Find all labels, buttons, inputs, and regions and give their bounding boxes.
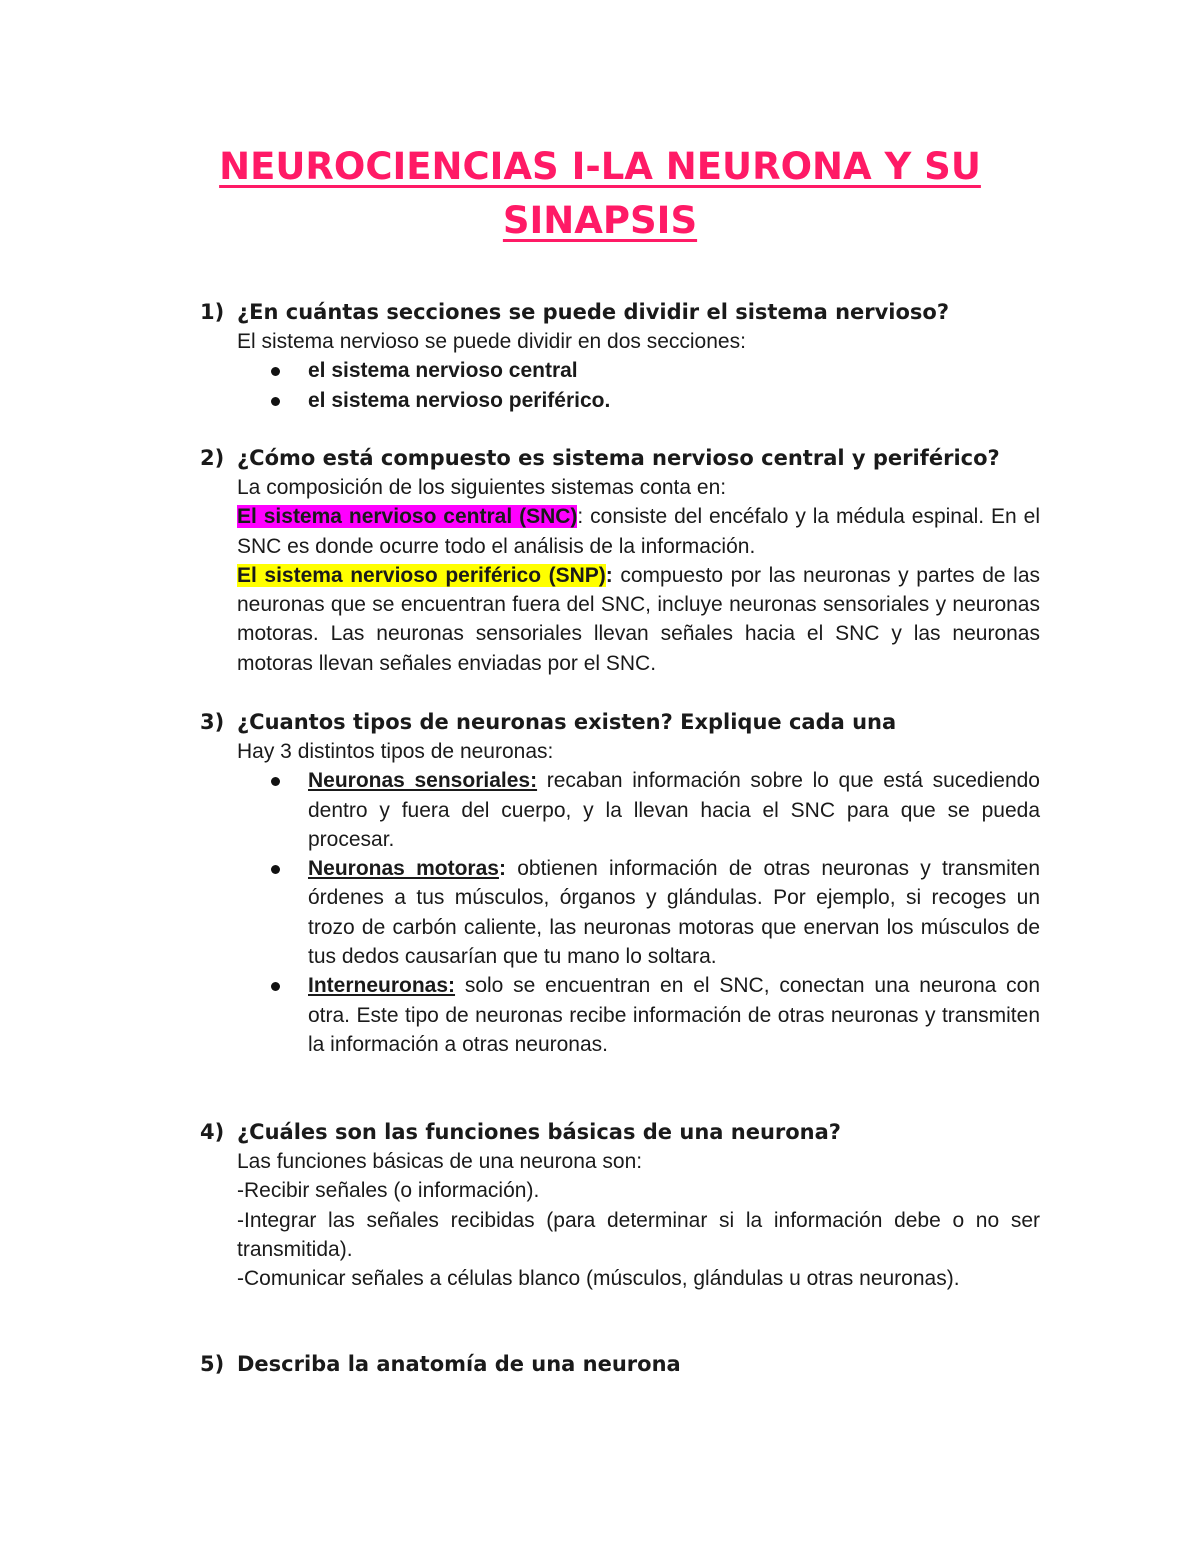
list-item xyxy=(237,356,1040,385)
question-3 xyxy=(200,708,1040,1059)
question-1-heading xyxy=(200,298,1040,327)
term-description: obtienen información de otras neuronas y transmiten órdenes a tus músculos, órganos y glándulas. Por ejemplo, si recoges un trozo de carbón caliente, las neuronas motoras que enervan los músculos de tus dedos causarían que tu mano lo soltara. xyxy=(308,857,1040,969)
answer-3 xyxy=(237,737,1040,1059)
question-number: 2) xyxy=(200,446,225,470)
list-item-text: el sistema nervioso periférico. xyxy=(308,388,611,412)
question-4-heading xyxy=(200,1118,1040,1147)
answer-intro: El sistema nervioso se puede dividir en dos secciones: xyxy=(237,330,746,353)
question-2-heading xyxy=(200,444,1040,473)
list-item xyxy=(237,854,1040,971)
bullet-icon xyxy=(271,777,280,786)
answer-1 xyxy=(237,327,1040,415)
answer-intro: Hay 3 distintos tipos de neuronas: xyxy=(237,740,554,763)
question-2 xyxy=(200,444,1040,678)
answer-line: -Recibir señales (o información). xyxy=(237,1179,540,1203)
question-5 xyxy=(200,1350,1040,1379)
snc-text: : consiste del encéfalo y la médula espinal. En el SNC es donde ocurre todo el análisis de la información. xyxy=(237,505,1040,558)
term-description: recaban información sobre lo que está sucediendo dentro y fuera del cuerpo, y la llevan hacia el SNC para que se pueda procesar. xyxy=(308,769,1040,851)
list-item xyxy=(237,386,1040,415)
answer-2 xyxy=(237,473,1040,678)
list-item xyxy=(237,766,1040,854)
term-label: Neuronas sensoriales: xyxy=(308,769,538,793)
question-4 xyxy=(200,1118,1040,1293)
term-label: Neuronas motoras xyxy=(308,857,499,881)
term-label: Interneuronas: xyxy=(308,974,456,998)
question-text: ¿Cuantos tipos de neuronas existen? Explique cada una xyxy=(237,710,897,734)
snp-paragraph xyxy=(237,561,1040,678)
question-number: 1) xyxy=(200,300,225,324)
question-number: 5) xyxy=(200,1352,225,1376)
question-3-heading xyxy=(200,708,1040,737)
snp-highlight: El sistema nervioso periférico (SNP) xyxy=(237,563,606,587)
question-1 xyxy=(200,298,1040,415)
term-description: solo se encuentran en el SNC, conectan una neurona con otra. Este tipo de neuronas recibe información de otras neuronas y transmiten la información a otras neuronas. xyxy=(308,974,1040,1056)
answer-4 xyxy=(237,1147,1040,1293)
bullet-icon xyxy=(271,982,280,991)
question-text: ¿Cómo está compuesto es sistema nervioso central y periférico? xyxy=(237,446,1000,470)
snc-paragraph xyxy=(237,502,1040,561)
question-number: 3) xyxy=(200,710,225,734)
question-text: ¿En cuántas secciones se puede dividir el sistema nervioso? xyxy=(237,300,950,324)
snp-text: compuesto por las neuronas y partes de las neuronas que se encuentran fuera del SNC, incluye neuronas sensoriales y neuronas motoras. Las neuronas sensoriales llevan señales hacia el SNC y las neuronas motoras llevan señales enviadas por el SNC. xyxy=(237,563,1040,675)
answer-line: Las funciones básicas de una neurona son: xyxy=(237,1150,643,1173)
bullet-icon xyxy=(271,865,280,874)
list-item xyxy=(237,971,1040,1059)
answer-line: -Integrar las señales recibidas (para determinar si la información debe o no ser transmitida). xyxy=(237,1208,1040,1261)
page-title: NEUROCIENCIAS I-LA NEURONA Y SU SINAPSIS xyxy=(219,145,981,242)
question-number: 4) xyxy=(200,1120,225,1144)
question-text: ¿Cuáles son las funciones básicas de una neurona? xyxy=(237,1120,841,1144)
list-item-text: el sistema nervioso central xyxy=(308,359,578,383)
snc-highlight: El sistema nervioso central (SNC) xyxy=(237,505,578,529)
bullet-icon xyxy=(271,367,280,376)
answer-line: -Comunicar señales a células blanco (músculos, glándulas u otras neuronas). xyxy=(237,1267,960,1291)
question-text: Describa la anatomía de una neurona xyxy=(237,1352,681,1376)
bullet-icon xyxy=(271,397,280,406)
snp-colon: : xyxy=(605,563,613,587)
question-5-heading xyxy=(200,1350,1040,1379)
term-colon: : xyxy=(498,857,506,881)
answer-intro: La composición de los siguientes sistemas conta en: xyxy=(237,476,727,499)
